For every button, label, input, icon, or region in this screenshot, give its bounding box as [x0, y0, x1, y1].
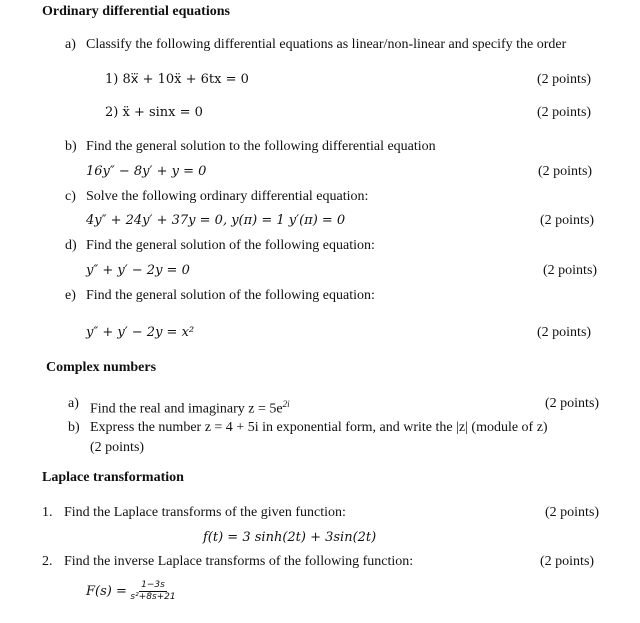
question-text: Find the general solution of the following equation:	[86, 238, 375, 253]
item-label: b)	[68, 420, 80, 435]
section-title-laplace: Laplace transformation	[42, 470, 184, 485]
question-text: Find the real and imaginary $z = 5e^{2i}$	[90, 399, 290, 417]
question-text: Classify the following differential equations as linear/non-linear and specify the order	[86, 37, 567, 52]
points: (2 points)	[540, 213, 595, 228]
equation: F(s) = $\frac{1-3s}{\text{s²+8s+21}}$	[86, 580, 176, 603]
section-title-ode: Ordinary differential equations	[42, 4, 230, 19]
item-label: d)	[65, 238, 77, 253]
points: (2 points)	[537, 105, 592, 120]
points: (2 points)	[540, 554, 595, 569]
item-label: 2.	[42, 554, 53, 569]
points: (2 points)	[543, 263, 598, 278]
equation: 16y″ − 8y′ + y = 0	[86, 164, 207, 179]
question-text: Find the Laplace transforms of the given function:	[64, 505, 346, 520]
points: (2 points)	[545, 396, 600, 411]
question-text: Express the number z = 4 + 5i in exponential form, and write the |z| (module of z)	[90, 420, 548, 435]
item-label: a)	[65, 37, 76, 52]
equation: y″ + y′ − 2y = x²	[86, 325, 195, 340]
item-label: a)	[68, 396, 79, 411]
question-text: Find the inverse Laplace transforms of the following function:	[64, 554, 414, 569]
points: (2 points)	[538, 164, 593, 179]
equation: 4y″ + 24y′ + 37y = 0, y(π) = 1 y′(π) = 0	[86, 213, 346, 228]
item-label: e)	[65, 288, 76, 303]
equation: y″ + y′ − 2y = 0	[86, 263, 190, 278]
points: (2 points)	[545, 505, 600, 520]
question-text: Find the general solution to the following differential equation	[86, 139, 436, 154]
question-text: Solve the following ordinary differential equation:	[86, 189, 369, 204]
equation: 1) 8x⃛ + 10ẍ + 6tx = 0	[105, 72, 249, 87]
equation: 2) ẍ + sinx = 0	[105, 105, 203, 120]
points: (2 points)	[537, 72, 592, 87]
item-label: b)	[65, 139, 77, 154]
points: (2 points)	[90, 440, 145, 455]
points: (2 points)	[537, 325, 592, 340]
item-label: c)	[65, 189, 76, 204]
section-title-complex: Complex numbers	[46, 360, 157, 375]
item-label: 1.	[42, 505, 53, 520]
equation: f(t) = 3 sinh(2t) + 3sin(2t)	[203, 530, 377, 545]
question-text: Find the general solution of the following equation:	[86, 288, 375, 303]
